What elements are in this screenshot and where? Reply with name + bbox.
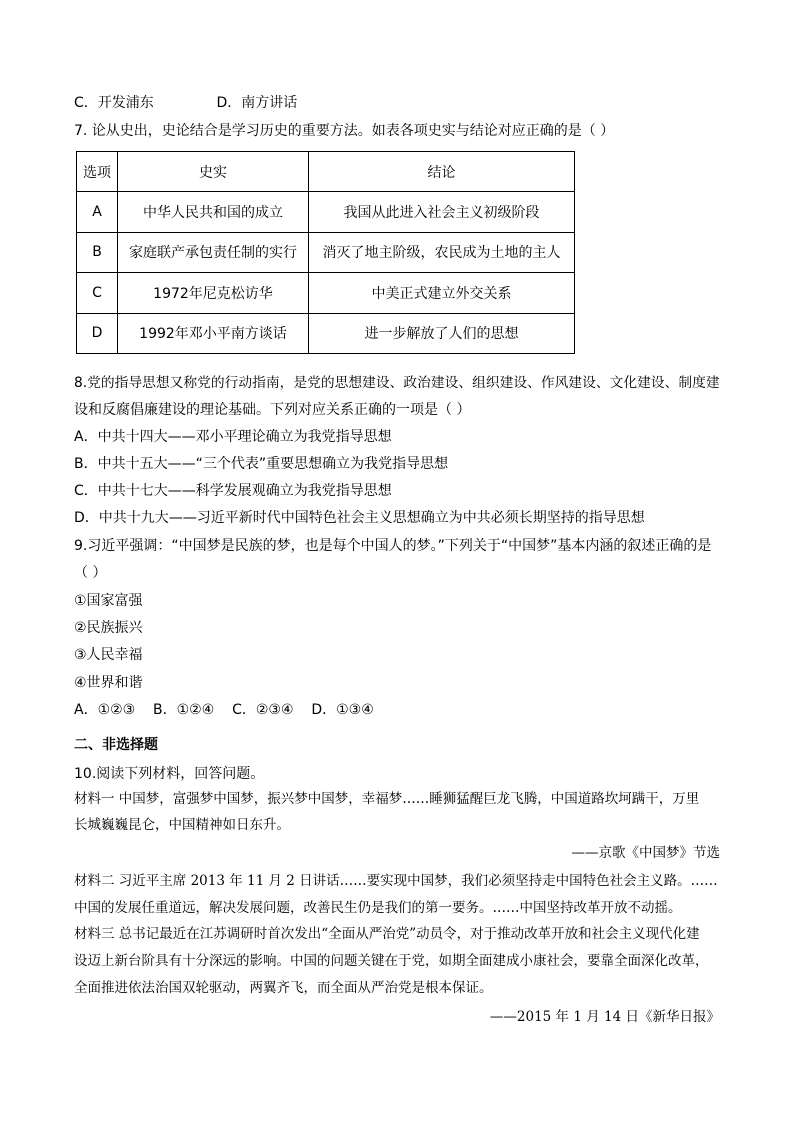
- q9-item-4: ④世界和谐: [74, 675, 143, 691]
- table-cell: 进一步解放了人们的思想: [309, 313, 575, 353]
- q6-option-c: C．开发浦东: [74, 95, 154, 111]
- material3-line1: 材料三 总书记最近在江苏调研时首次发出“全面从严治党”动员令，对于推动改革开放和社会主义现代化建: [74, 926, 700, 942]
- q8-stem-line1: 8.党的指导思想又称党的行动指南，是党的思想建设、政治建设、组织建设、作风建设、文化建设、制度建: [74, 375, 720, 391]
- material3-line3: 全面推进依法治国双轮驱动，两翼齐飞，而全面从严治党是根本保证。: [74, 980, 493, 996]
- q8-option-d: D．中共十九大——习近平新时代中国特色社会主义思想确立为中共必须长期坚持的指导思想: [74, 510, 645, 526]
- material2-line1: 材料二 习近平主席 2013 年 11 月 2 日讲话……要实现中国梦，我们必须坚持走中国特色社会主义路。……: [74, 873, 718, 889]
- q9-stem-line1: 9.习近平强调：“中国梦是民族的梦，也是每个中国人的梦。”下列关于“中国梦”基本内涵的叙述正确的是: [74, 538, 712, 554]
- material1-source: ——京歌《中国梦》节选: [571, 845, 720, 861]
- material1-line1: 材料一 中国梦，富强梦中国梦，振兴梦中国梦，幸福梦……睡狮猛醒巨龙飞腾，中国道路坎坷蹒干，万里: [74, 791, 700, 807]
- table-cell: 1992年邓小平南方谈话: [118, 313, 309, 353]
- table-cell: 消灭了地主阶级，农民成为土地的主人: [309, 232, 575, 272]
- q9-options: A．①②③ B．①②④ C．②③④ D．①③④: [74, 702, 374, 718]
- table-header-row: [77, 152, 575, 192]
- table-row: [77, 273, 575, 313]
- table-row: [77, 313, 575, 353]
- table-header-cell: 结论: [309, 152, 575, 192]
- table-header-cell: 史实: [118, 152, 309, 192]
- q9-item-3: ③人民幸福: [74, 647, 143, 663]
- table-cell: 我国从此进入社会主义初级阶段: [309, 192, 575, 232]
- table-cell: 中美正式建立外交关系: [309, 273, 575, 313]
- section-title: 二、非选择题: [74, 737, 158, 753]
- table-cell: D: [77, 313, 118, 353]
- q6-option-d: D．南方讲话: [216, 95, 298, 111]
- q10-stem: 10.阅读下列材料，回答问题。: [74, 766, 265, 782]
- q8-option-b: B．中共十五大——“三个代表”重要思想确立为我党指导思想: [74, 456, 449, 472]
- q9-item-2: ②民族振兴: [74, 620, 143, 636]
- table-row: [77, 192, 575, 232]
- q7-table: [76, 151, 575, 354]
- table-row: [77, 232, 575, 272]
- q8-option-c: C．中共十七大——科学发展观确立为我党指导思想: [74, 483, 392, 499]
- q6-options: [74, 93, 297, 113]
- table-cell: C: [77, 273, 118, 313]
- q8-option-a: A．中共十四大——邓小平理论确立为我党指导思想: [74, 429, 392, 445]
- material1-line2: 长城巍巍昆仑，中国精神如日东升。: [74, 817, 290, 833]
- q9-item-1: ①国家富强: [74, 593, 143, 609]
- table-cell: A: [77, 192, 118, 232]
- table-cell: B: [77, 232, 118, 272]
- material2-line2: 中国的发展任重道远，解决发展问题，改善民生仍是我们的第一要务。……中国坚持改革开放不动摇。: [74, 900, 682, 916]
- material3-source: ——2015 年 1 月 14 日《新华日报》: [489, 1009, 720, 1025]
- q7-stem: 7. 论从史出，史论结合是学习历史的重要方法。如表各项史实与结论对应正确的是（ ）: [74, 123, 615, 139]
- table-cell: 家庭联产承包责任制的实行: [118, 232, 309, 272]
- material3-line2: 设迈上新台阶具有十分深远的影响。中国的问题关键在于党，如期全面建成小康社会，要靠全面深化改革，: [74, 953, 709, 969]
- q8-stem-line2: 设和反腐倡廉建设的理论基础。下列对应关系正确的一项是（ ）: [74, 402, 471, 418]
- table-cell: 中华人民共和国的成立: [118, 192, 309, 232]
- table-header-cell: 选项: [77, 152, 118, 192]
- q9-stem-line2: （ ）: [74, 565, 107, 581]
- table-cell: 1972年尼克松访华: [118, 273, 309, 313]
